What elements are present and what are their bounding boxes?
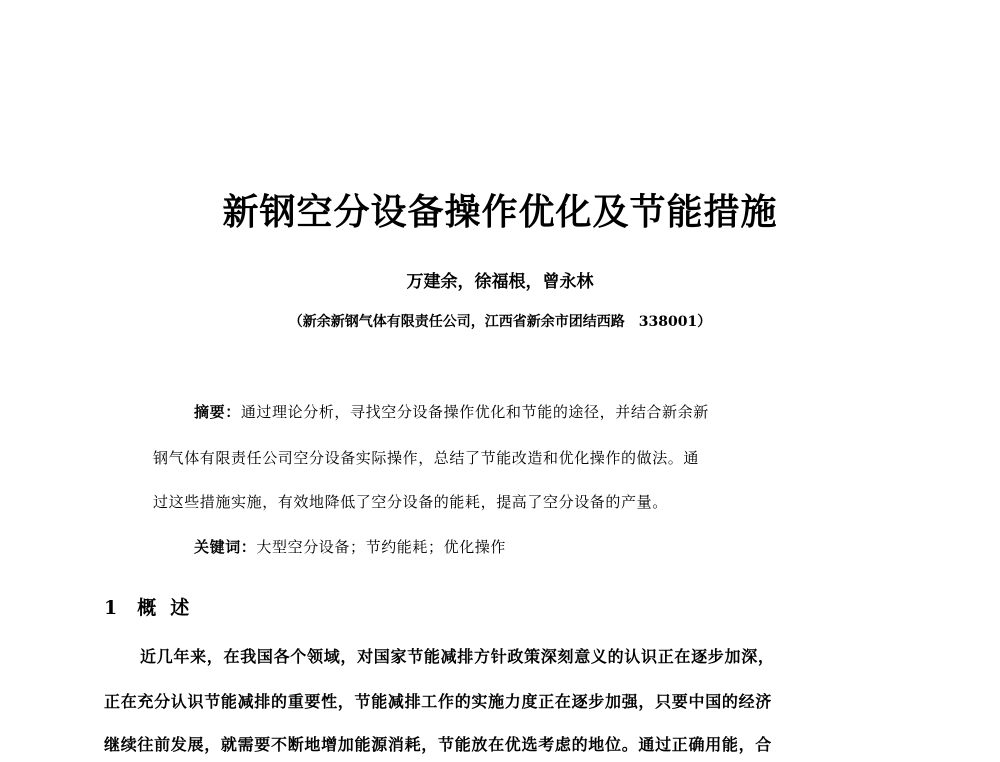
abstract-line (153, 443, 699, 473)
body-paragraph-line: 继续往前发展，就需要不断地增加能源消耗，节能放在优选考虑的地位。通过正确用能，合 (104, 735, 773, 754)
body-paragraph-line: 近几年来，在我国各个领域，对国家节能减排方针政策深刻意义的认识正在逐步加深， (140, 647, 775, 666)
keywords-text: 大型空分设备；节约能耗；优化操作 (256, 538, 507, 556)
abstract-text: 通过理论分析，寻找空分设备操作优化和节能的途径，并结合新余新 (240, 403, 709, 421)
abstract-line (153, 487, 668, 517)
abstract-text: 过这些措施实施，有效地降低了空分设备的能耗，提高了空分设备的产量。 (153, 493, 668, 511)
paper-affiliation: （新余新钢气体有限责任公司，江西省新余市团结西路 338001） (288, 314, 712, 330)
section-number: 1 (104, 597, 118, 619)
abstract-line (194, 397, 709, 427)
keywords-line (194, 532, 506, 562)
paper-authors: 万建余，徐福根，曾永林 (406, 272, 594, 292)
abstract-text: 钢气体有限责任公司空分设备实际操作，总结了节能改造和优化操作的做法。通 (153, 449, 700, 467)
abstract-label: 摘要： (194, 403, 241, 421)
keywords-label: 关键词： (194, 538, 257, 556)
section-title: 概述 (137, 597, 204, 619)
paper-title: 新钢空分设备操作优化及节能措施 (222, 191, 778, 233)
body-paragraph-line: 正在充分认识节能减排的重要性，节能减排工作的实施力度正在逐步加强，只要中国的经济 (104, 692, 773, 711)
section-heading (104, 592, 203, 624)
